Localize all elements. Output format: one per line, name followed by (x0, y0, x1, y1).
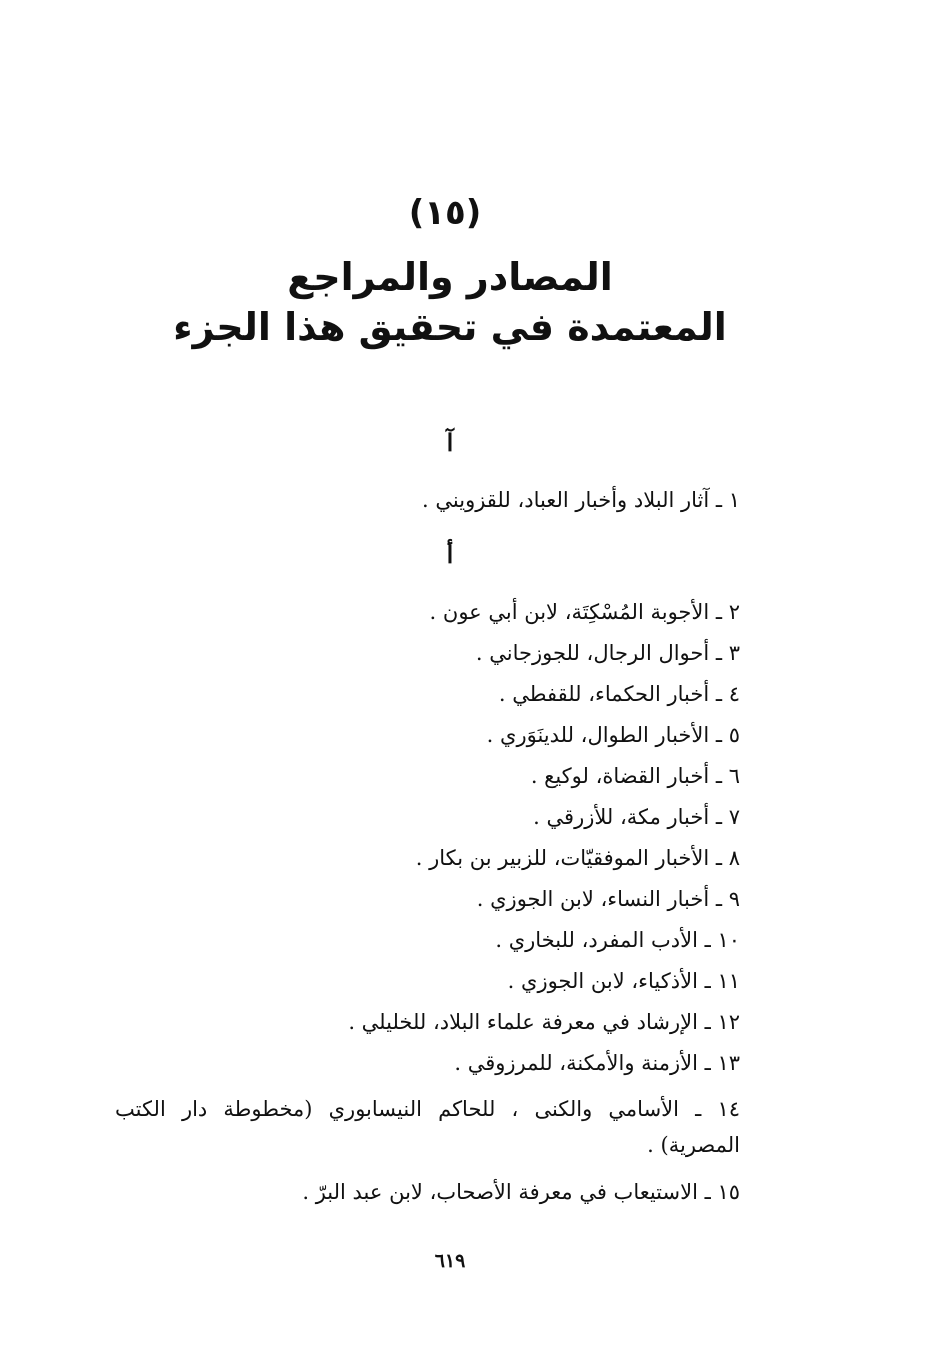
list-item: ٨ ـ الأخبار الموفقيّات، للزبير بن بكار . (415, 846, 740, 870)
list-item: ٣ ـ أحوال الرجال، للجوزجاني . (475, 641, 740, 665)
list-item: ٢ ـ الأجوبة المُسْكِتَة، لابن أبي عون . (429, 600, 740, 624)
list-item: ١١ ـ الأذكياء، لابن الجوزي . (507, 969, 740, 993)
title-line-1: المصادر والمراجع (287, 255, 613, 299)
page-title (150, 252, 750, 352)
list-item: ٤ ـ أخبار الحكماء، للقفطي . (498, 682, 740, 706)
section-number: (١٥) (408, 193, 482, 233)
list-item: ١ ـ آثار البلاد وأخبار العباد، للقزويني . (422, 488, 740, 512)
list-item: ٦ ـ أخبار القضاة، لوكيع . (530, 764, 740, 788)
list-item: ٧ ـ أخبار مكة، للأزرقي . (533, 805, 740, 829)
list-item: ١٢ ـ الإرشاد في معرفة علماء البلاد، للخليلي . (348, 1010, 740, 1034)
section-letter-alif-hamza: أ (446, 540, 454, 569)
list-item: ١٣ ـ الأزمنة والأمكنة، للمرزوقي . (454, 1051, 740, 1075)
list-item: ٩ ـ أخبار النساء، لابن الجوزي . (476, 887, 740, 911)
list-item: ١٠ ـ الأدب المفرد، للبخاري . (495, 928, 740, 952)
list-item: ١٥ ـ الاستيعاب في معرفة الأصحاب، لابن عبد البرّ . (302, 1180, 740, 1204)
section-letter-alif-madda: آ (446, 428, 454, 457)
list-item: ٥ ـ الأخبار الطوال، للدينَوَري . (486, 723, 740, 747)
page-number: ٦١٩ (434, 1250, 466, 1272)
title-line-2: المعتمدة في تحقيق هذا الجزء (173, 305, 727, 349)
list-item: ١٤ ـ الأسامي والكنى ، للحاكم النيسابوري (مخطوطة دار الكتب المصرية) . (115, 1097, 740, 1157)
